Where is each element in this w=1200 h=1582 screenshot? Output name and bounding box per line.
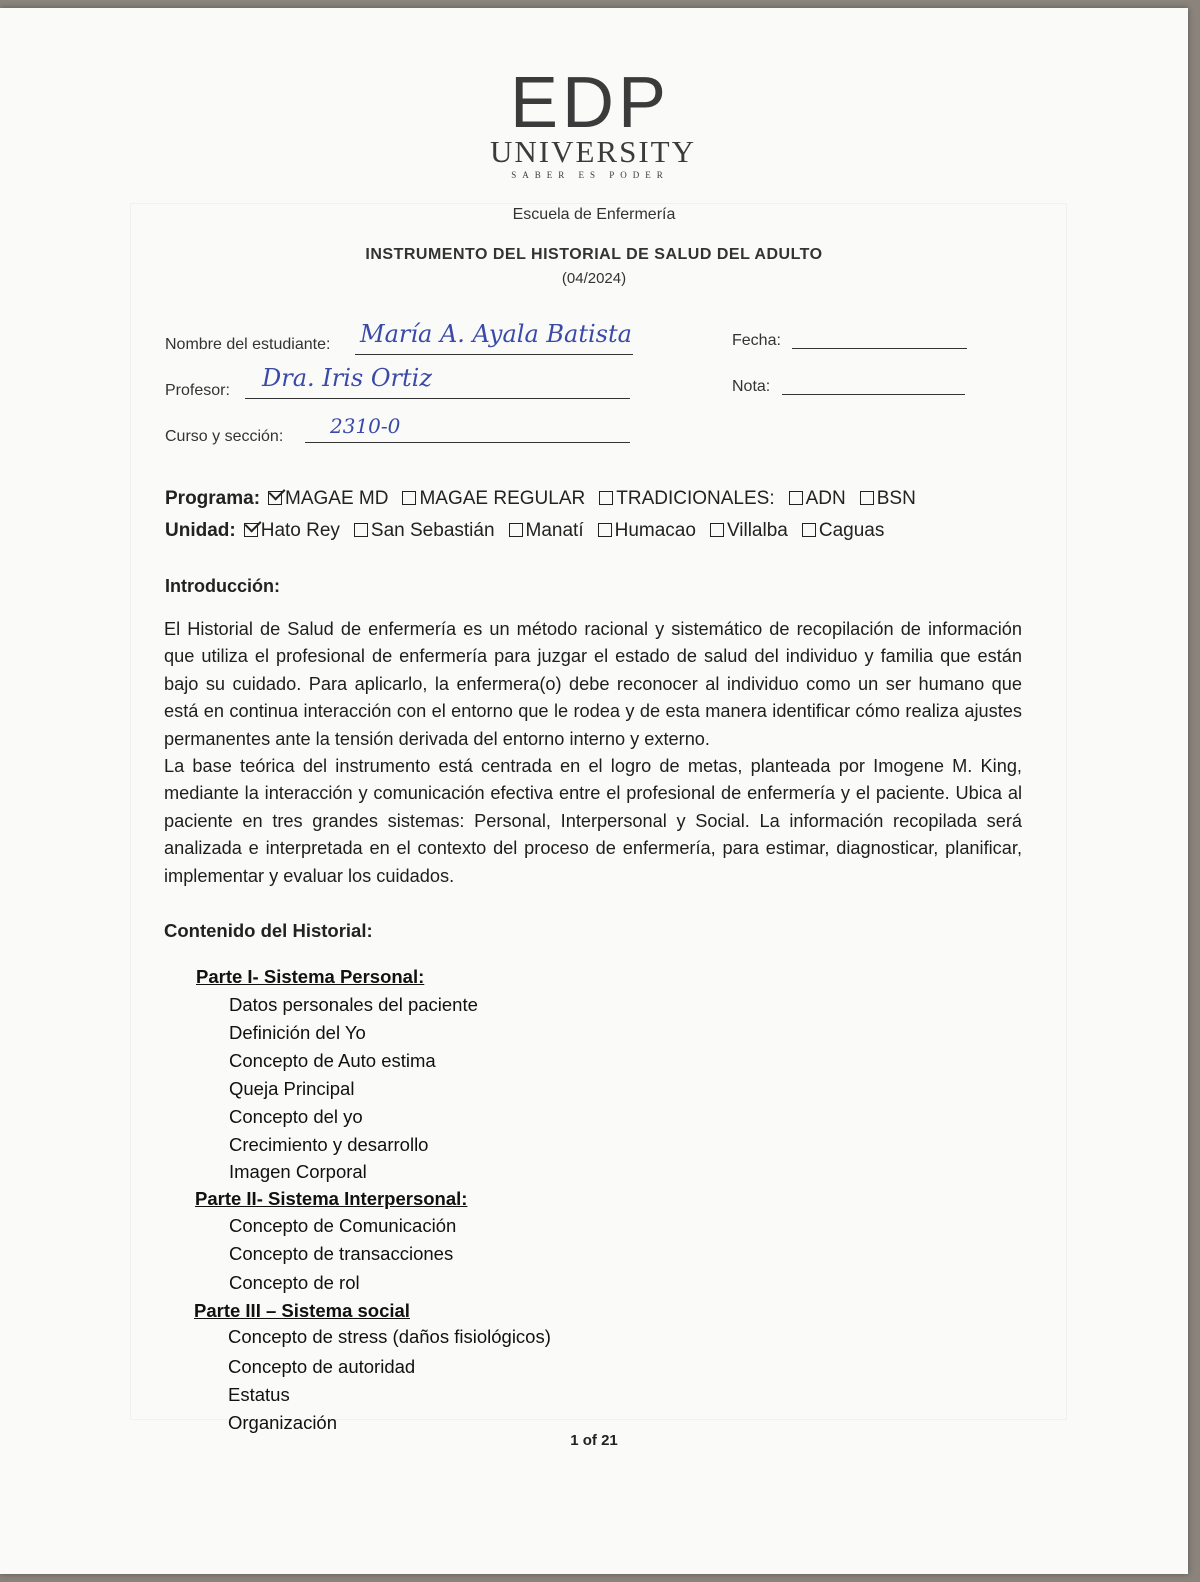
course-handwriting[interactable]: 2310-0 [330, 414, 401, 438]
list-item: Concepto de Auto estima [229, 1050, 436, 1071]
unidad-label: Unidad: [165, 520, 236, 541]
checkbox-adn[interactable] [789, 491, 803, 505]
document-page [0, 8, 1188, 1574]
professor-label: Profesor: [165, 382, 230, 399]
option-magae-md: MAGAE MD [285, 488, 389, 509]
student-name-handwriting[interactable]: María A. Ayala Batista [360, 320, 632, 348]
checkbox-tradicionales[interactable] [599, 491, 613, 505]
logo-tagline: SABER ES PODER [511, 170, 669, 180]
checkbox-manati[interactable] [509, 523, 523, 537]
list-item: Concepto de Comunicación [229, 1215, 457, 1236]
checkbox-villalba[interactable] [710, 523, 724, 537]
list-item: Imagen Corporal [229, 1161, 367, 1182]
fecha-label: Fecha: [732, 332, 781, 349]
option-bsn: BSN [876, 488, 916, 509]
option-caguas: Caguas [818, 520, 885, 541]
list-item: Concepto de stress (daños fisiológicos) [228, 1326, 551, 1347]
option-villalba: Villalba [726, 520, 788, 541]
list-item: Organización [228, 1412, 338, 1433]
option-manati: Manatí [525, 520, 584, 541]
course-line [305, 442, 630, 443]
intro-text [164, 616, 1022, 890]
programa-label: Programa: [165, 488, 261, 509]
list-item: Crecimiento y desarrollo [229, 1134, 429, 1155]
logo-university: UNIVERSITY [490, 134, 696, 169]
list-item: Queja Principal [229, 1078, 355, 1099]
list-item: Datos personales del paciente [229, 994, 478, 1015]
option-hato-rey: Hato Rey [260, 520, 340, 541]
list-item: Concepto de autoridad [228, 1356, 416, 1377]
option-tradicionales: TRADICIONALES: [616, 488, 775, 509]
course-label: Curso y sección: [165, 428, 284, 445]
list-item: Concepto del yo [229, 1106, 363, 1127]
list-item: Concepto de rol [229, 1272, 360, 1293]
student-name-line [355, 354, 633, 355]
edp-university-logo [490, 63, 696, 180]
document-date: (04/2024) [561, 270, 627, 287]
school-name: Escuela de Enfermería [512, 206, 676, 223]
intro-paragraph-1: El Historial de Salud de enfermería es un método racional y sistemático de recopilación de información que utiliza el profesional de enfermería para juzgar el estado de salud del individuo y familia que están bajo su cuidado. Para aplicarlo, la enfermera(o) debe reconocer al individuo como un ser humano que está en continua interacción con el entorno que le rodea y de esta manera identificar cómo realiza ajustes permanentes ante la tensión derivada del entorno interno y externo. [164, 619, 1022, 749]
part-3-title: Parte III – Sistema social [194, 1300, 410, 1321]
intro-heading: Introducción: [165, 576, 280, 596]
document-title: INSTRUMENTO DEL HISTORIAL DE SALUD DEL ADULTO [365, 246, 823, 263]
part-2-title: Parte II- Sistema Interpersonal: [195, 1188, 468, 1209]
nota-line[interactable] [782, 394, 965, 395]
checkbox-magae-md[interactable] [268, 491, 282, 505]
nota-label: Nota: [732, 378, 771, 395]
checkbox-humacao[interactable] [598, 523, 612, 537]
unidad-row [165, 520, 884, 542]
fecha-line[interactable] [792, 348, 967, 349]
logo-wordmark: EDP [509, 63, 671, 143]
list-item: Definición del Yo [229, 1022, 366, 1043]
checkbox-bsn[interactable] [860, 491, 874, 505]
checkbox-hato-rey[interactable] [244, 523, 258, 537]
professor-handwriting[interactable]: Dra. Iris Ortiz [262, 364, 432, 392]
programa-row [165, 488, 916, 510]
professor-line [245, 398, 630, 399]
option-humacao: Humacao [614, 520, 696, 541]
intro-paragraph-2: La base teórica del instrumento está centrada en el logro de metas, planteada por Imogene M. King, mediante la interacción y comunicación efectiva entre el profesional de enfermería y el paciente. Ubica al paciente en tres grandes sistemas: Personal, Interpersonal y Social. La información recopilada será analizada e interpretada en el contexto del proceso de enfermería, para estimar, diagnosticar, planificar, implementar y evaluar los cuidados. [164, 756, 1022, 886]
checkbox-magae-regular[interactable] [402, 491, 416, 505]
checkbox-caguas[interactable] [802, 523, 816, 537]
list-item: Concepto de transacciones [229, 1243, 454, 1264]
checkbox-san-sebastian[interactable] [354, 523, 368, 537]
option-san-sebastian: San Sebastián [370, 520, 495, 541]
list-item: Estatus [228, 1384, 290, 1405]
part-1-title: Parte I- Sistema Personal: [196, 966, 425, 987]
option-magae-regular: MAGAE REGULAR [419, 488, 586, 509]
contents-heading: Contenido del Historial: [164, 920, 373, 941]
option-adn: ADN [805, 488, 846, 509]
student-name-label: Nombre del estudiante: [165, 336, 331, 353]
page-number: 1 of 21 [570, 1432, 618, 1449]
